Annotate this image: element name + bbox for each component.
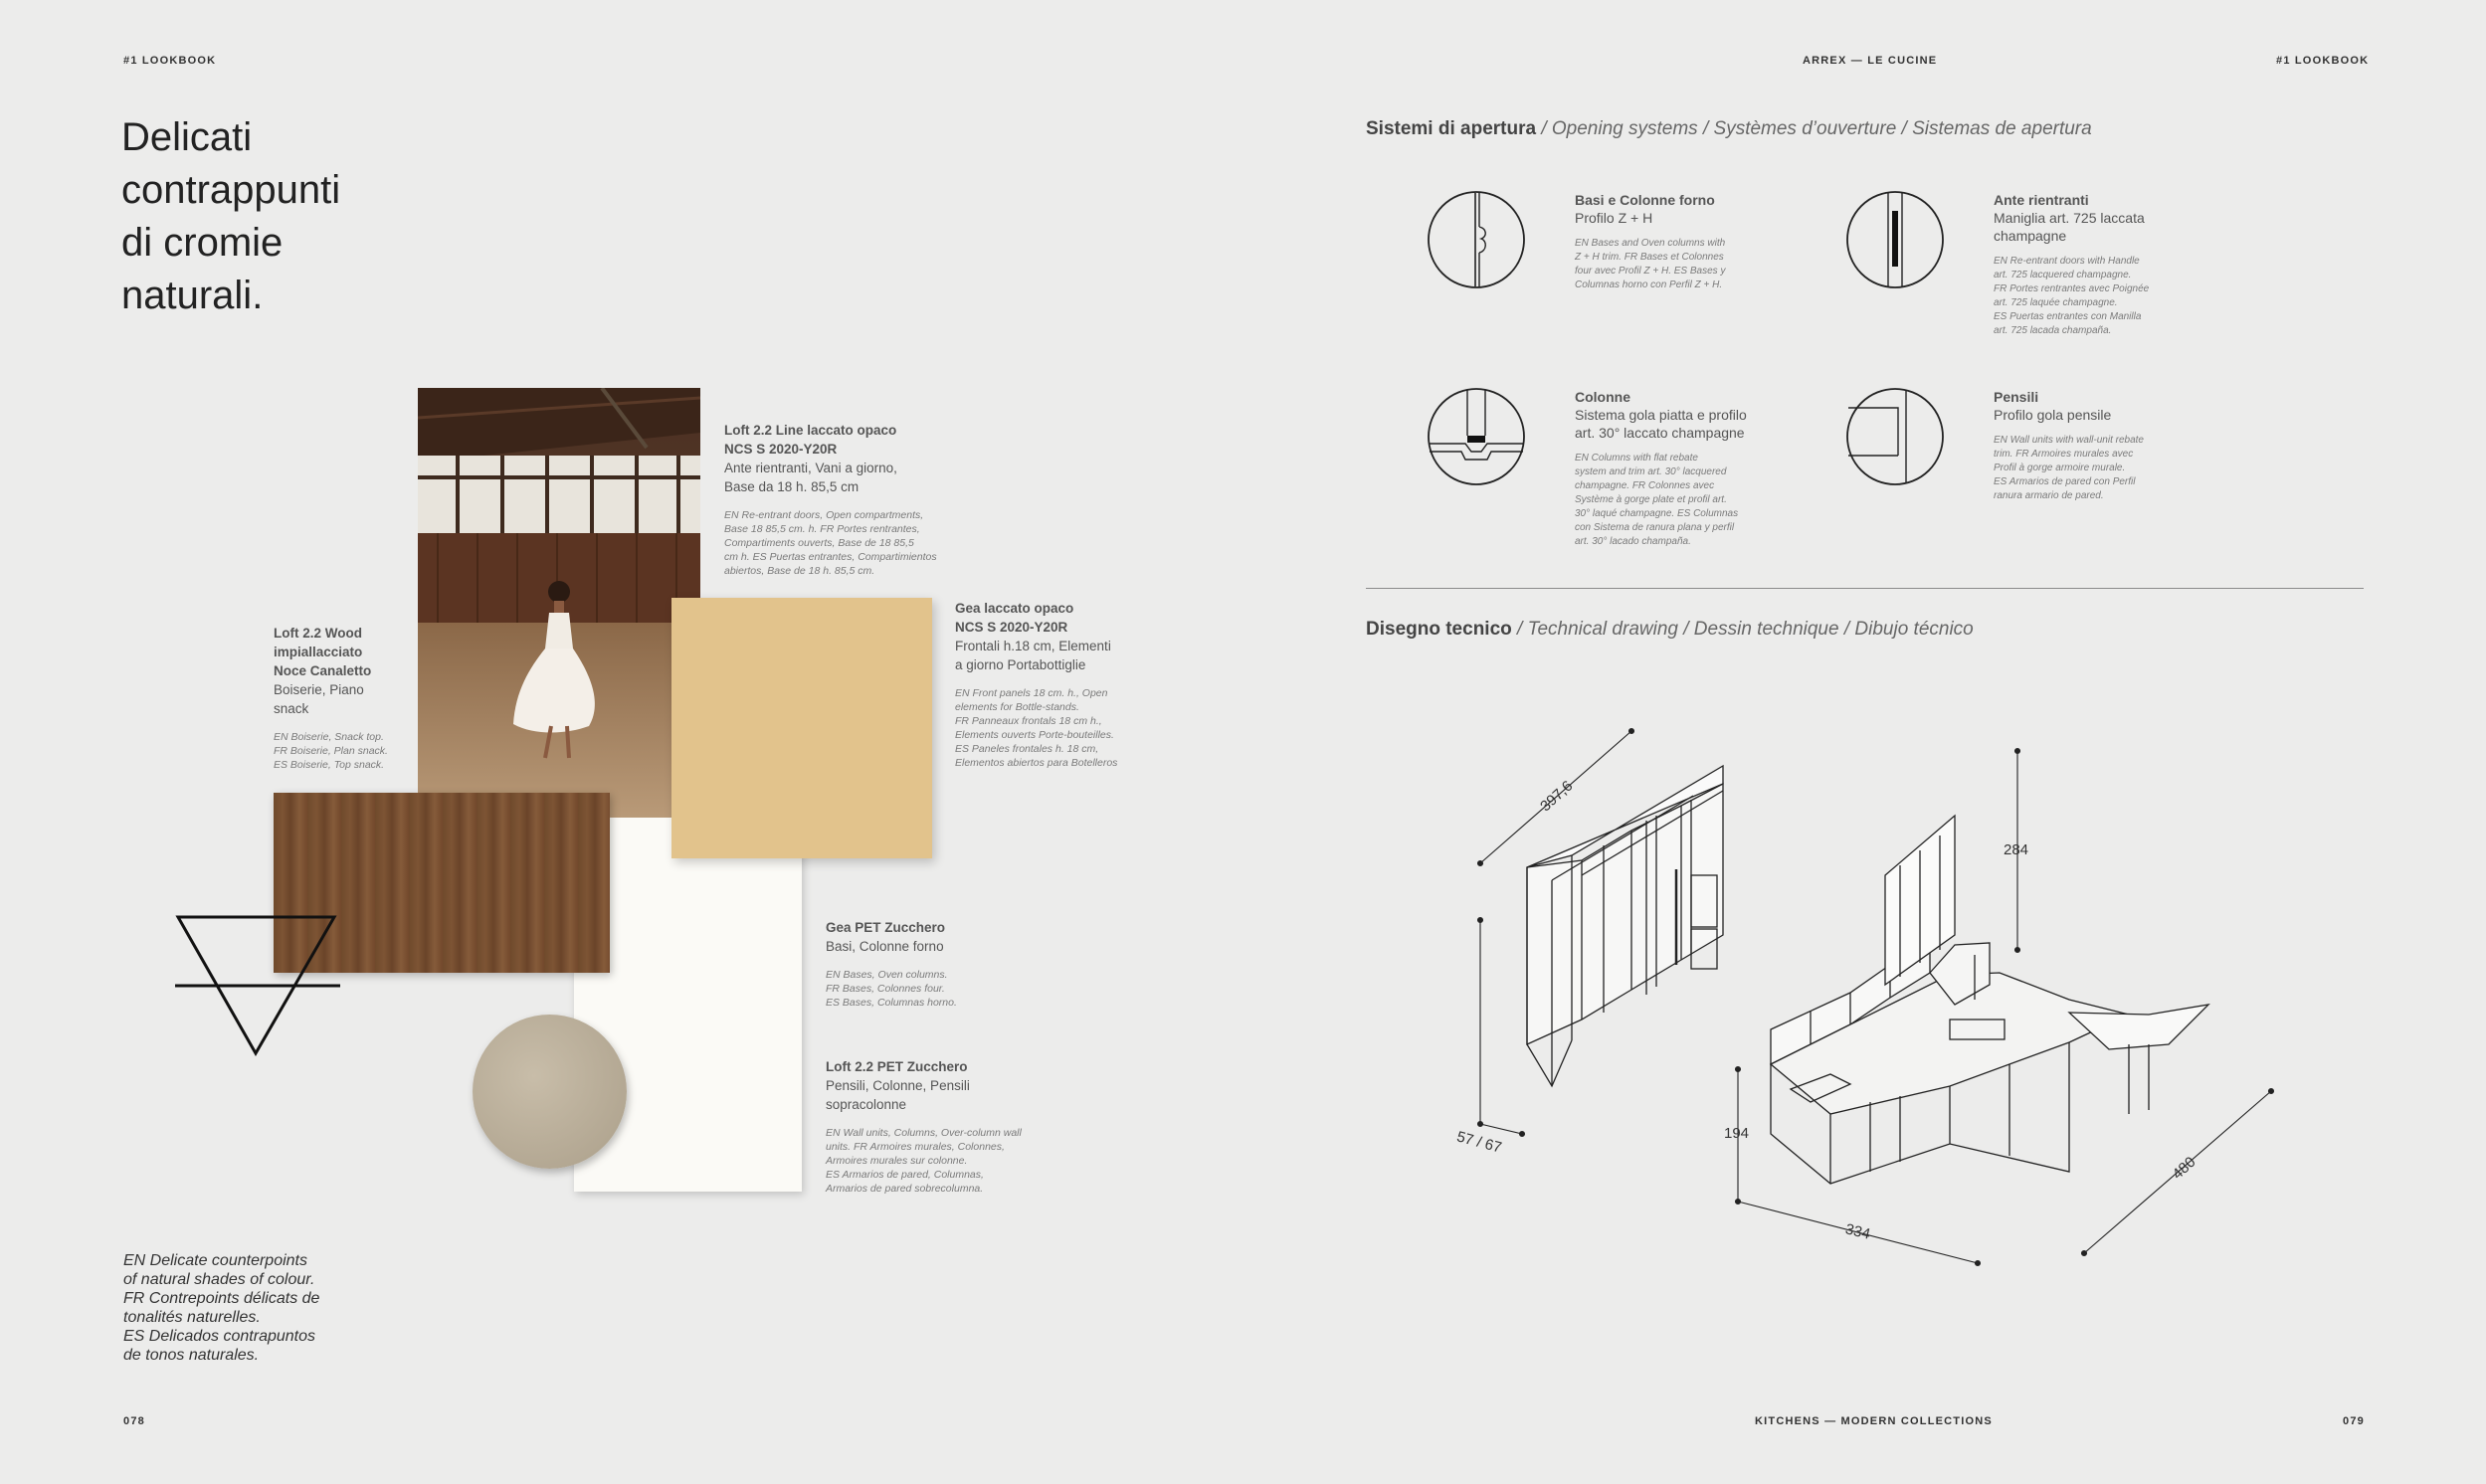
footnote-line: of natural shades of colour. [123,1271,315,1288]
trans-line: Armarios de pared sobrecolumna. [826,1183,984,1195]
system-name: Ante rientranti [1994,192,2089,208]
trans-line: 30° laqué champagne. ES Columnas [1575,508,1739,519]
system-item-recessed-doors [1994,191,2173,338]
section-divider [1366,588,2364,589]
running-head-left: #1 LOOKBOOK [123,55,217,67]
swatch-translations [274,730,413,772]
trans-line: Armoires murales sur colonne. [826,1155,968,1167]
footnote-line: FR Contrepoints délicats de [123,1290,320,1307]
trans-line: Base 18 85,5 cm. h. FR Portes rentrantes, [724,523,920,535]
swatch-name: Loft 2.2 PET Zucchero [826,1059,968,1074]
trans-line: ES Armarios de pared con Perfil [1994,476,2136,487]
swatch-desc: Base da 18 h. 85,5 cm [724,479,860,494]
section-translations: / Technical drawing / Dessin technique / Dibujo técnico [1511,619,1974,640]
system-item-wall-units [1994,388,2173,503]
arena-photo [418,388,700,818]
swatch-desc: snack [274,701,309,716]
system-name: Basi e Colonne forno [1575,192,1715,208]
trans-line: Compartiments ouverts, Base de 18 85,5 [724,537,914,549]
dim-depth-left: 57 / 67 [1454,1128,1504,1157]
title-translations [123,1251,319,1365]
swatch-translations [826,1126,1045,1196]
system-translations [1575,237,1754,292]
trans-line: cm h. ES Puertas entrantes, Compartimientos [724,551,937,563]
swatch-desc: Pensili, Colonne, Pensili [826,1078,970,1093]
trans-line: elements for Bottle-stands. [955,701,1079,713]
trans-line: EN Front panels 18 cm. h., Open [955,687,1108,699]
trans-line: units. FR Armoires murales, Colonnes, [826,1141,1005,1153]
trans-line: FR Bases, Colonnes four. [826,983,945,995]
trans-line: EN Boiserie, Snack top. [274,731,384,743]
system-desc: Maniglia art. 725 laccata [1994,210,2145,226]
trans-line: EN Bases, Oven columns. [826,969,948,981]
trans-line: ES Bases, Columnas horno. [826,997,957,1009]
title-line: Delicati [121,115,253,159]
swatch-name: Loft 2.2 Wood [274,626,362,641]
section-title: Disegno tecnico [1366,619,1512,640]
trans-line: champagne. FR Colonnes avec [1575,480,1715,491]
page-number-left: 078 [123,1415,145,1427]
dim-width-top: 397,6 [1537,777,1577,816]
system-item-columns [1575,388,1764,549]
trans-line: Elementos abiertos para Botelleros [955,757,1118,769]
recessed-handle-icon [1844,189,1946,290]
system-translations [1994,255,2173,338]
wall-unit-profile-icon [1844,386,1946,487]
swatch-desc: Frontali h.18 cm, Elementi [955,639,1111,653]
dim-width-bottom: 334 [1843,1220,1872,1243]
system-desc: Profilo Z + H [1575,210,1653,226]
trans-line: EN Wall units with wall-unit rebate [1994,435,2144,446]
swatch-name: impiallacciato [274,645,363,659]
system-desc: Profilo gola pensile [1994,407,2112,423]
swatch-desc: sopracolonne [826,1097,907,1112]
swatch-name: Gea PET Zucchero [826,920,946,935]
opening-systems-heading [1366,118,2092,140]
trans-line: art. 725 lacquered champagne. [1994,270,2132,280]
trans-line: ES Puertas entrantes con Manilla [1994,311,2142,322]
champagne-lacquer-swatch [671,598,932,858]
trans-line: Elements ouverts Porte-bouteilles. [955,729,1114,741]
trans-line: system and trim art. 30° lacquered [1575,466,1727,477]
dim-width-right: 480 [2169,1153,2199,1184]
trans-line: FR Panneaux frontals 18 cm h., [955,715,1102,727]
system-desc: champagne [1994,228,2067,244]
arena-photo-illustration [418,388,700,818]
title-line: di cromie [121,221,284,265]
trans-line: ES Boiserie, Top snack. [274,759,385,771]
swatch-desc: Boiserie, Piano [274,682,364,697]
label-loft-pet [826,1057,1045,1196]
trans-line: EN Columns with flat rebate [1575,453,1698,464]
technical-drawing-heading [1366,619,1974,641]
trans-line: art. 30° lacado champaña. [1575,536,1691,547]
earth-symbol-icon [175,913,340,1056]
title-line: contrappunti [121,168,341,212]
swatch-translations [724,508,963,578]
system-translations [1994,434,2173,503]
section-translations: / Opening systems / Systèmes d’ouverture / Sistemas de apertura [1536,118,2092,139]
swatch-translations [826,968,1045,1010]
trans-line: abiertos, Base de 18 h. 85,5 cm. [724,565,875,577]
trans-line: art. 725 laquée champagne. [1994,297,2118,308]
footnote-line: de tonos naturales. [123,1347,260,1364]
trans-line: Columnas horno con Perfil Z + H. [1575,279,1723,290]
trans-line: EN Re-entrant doors with Handle [1994,256,2140,267]
footer-collection: KITCHENS — MODERN COLLECTIONS [1755,1415,1993,1427]
swatch-desc: a giorno Portabottiglie [955,657,1086,672]
label-loft-wood [274,624,413,772]
z-h-profile-icon [1426,189,1527,290]
flat-rebate-icon [1426,386,1527,487]
running-head-right: #1 LOOKBOOK [2276,55,2370,67]
system-desc: Sistema gola piatta e profilo [1575,407,1747,423]
trans-line: four avec Profil Z + H. ES Bases y [1575,266,1726,277]
label-loft-line [724,421,963,578]
system-name: Pensili [1994,389,2039,405]
trans-line: con Sistema de ranura plana y perfil [1575,522,1735,533]
trans-line: ES Armarios de pared, Columnas, [826,1169,984,1181]
swatch-code: NCS S 2020-Y20R [955,620,1068,635]
section-title: Sistemi di apertura [1366,118,1537,139]
trans-line: EN Bases and Oven columns with [1575,238,1726,249]
trans-line: Système à gorge plate et profil art. [1575,494,1727,505]
swatch-translations [955,686,1154,770]
dim-height-right: 284 [2004,841,2029,858]
swatch-desc: Ante rientranti, Vani a giorno, [724,461,897,475]
trans-line: trim. FR Armoires murales avec [1994,449,2134,460]
system-translations [1575,452,1764,549]
footnote-line: EN Delicate counterpoints [123,1252,307,1269]
trans-line: FR Portes rentrantes avec Poignée [1994,283,2150,294]
kitchen-technical-drawing [1433,716,2308,1283]
swatch-name: Loft 2.2 Line laccato opaco [724,423,897,438]
page-title [121,111,340,322]
dim-height-island: 194 [1724,1125,1750,1142]
trans-line: ranura armario de pared. [1994,490,2104,501]
swatch-code: NCS S 2020-Y20R [724,442,838,457]
trans-line: EN Re-entrant doors, Open compartments, [724,509,924,521]
running-head-brand: ARREX — LE CUCINE [1803,55,1938,67]
trans-line: Profil à gorge armoire murale. [1994,463,2126,473]
footnote-line: tonalités naturelles. [123,1309,261,1326]
footnote-line: ES Delicados contrapuntos [123,1328,315,1345]
system-item-base-oven [1575,191,1754,292]
swatch-desc: Basi, Colonne forno [826,939,944,954]
label-gea-pet [826,918,1045,1010]
stone-circle-swatch [473,1015,627,1169]
title-line: naturali. [121,274,264,317]
trans-line: FR Boiserie, Plan snack. [274,745,388,757]
system-desc: art. 30° laccato champagne [1575,425,1745,441]
page-number-right: 079 [2343,1415,2365,1427]
trans-line: ES Paneles frontales h. 18 cm, [955,743,1099,755]
swatch-name: Noce Canaletto [274,663,372,678]
swatch-name: Gea laccato opaco [955,601,1074,616]
trans-line: Z + H trim. FR Bases et Colonnes [1575,252,1724,263]
label-gea-laccato [955,599,1154,770]
trans-line: art. 725 lacada champaña. [1994,325,2112,336]
trans-line: EN Wall units, Columns, Over-column wall [826,1127,1022,1139]
system-name: Colonne [1575,389,1630,405]
